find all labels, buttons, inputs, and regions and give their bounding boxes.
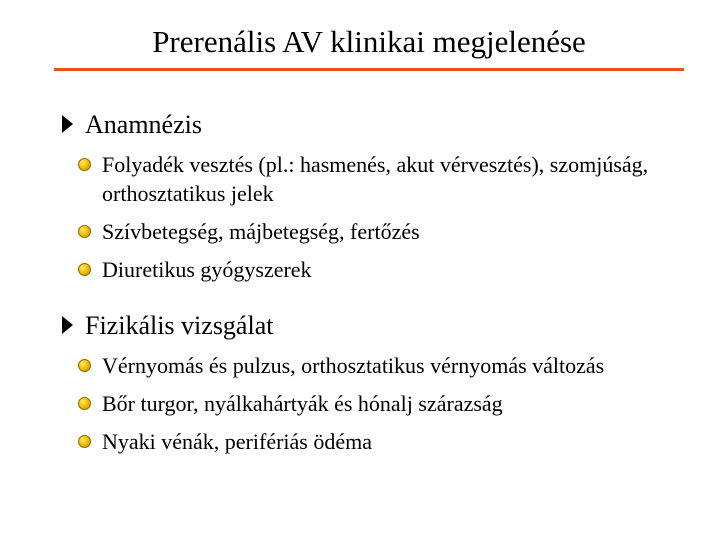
list-item-text: Bőr turgor, nyálkahártyák és hónalj szárazság xyxy=(102,391,503,416)
round-bullet-icon xyxy=(78,225,91,238)
section-heading-label: Anamnézis xyxy=(85,110,202,139)
round-bullet-icon xyxy=(78,397,91,410)
title-underline xyxy=(54,68,684,71)
bullet-list xyxy=(62,351,682,456)
triangle-bullet-icon xyxy=(62,115,73,133)
round-bullet-icon xyxy=(78,435,91,448)
triangle-bullet-icon xyxy=(62,316,73,334)
list-item-text: Diuretikus gyógyszerek xyxy=(102,257,312,282)
section-heading xyxy=(62,309,682,343)
round-bullet-icon xyxy=(78,158,91,171)
list-item xyxy=(78,351,682,380)
list-item-text: Folyadék vesztés (pl.: hasmenés, akut vérvesztés), szomjúság, orthosztatikus jelek xyxy=(102,152,649,206)
bullet-list xyxy=(62,150,682,284)
list-item-text: Vérnyomás és pulzus, orthosztatikus vérnyomás változás xyxy=(102,353,605,378)
section-fizikalis-vizsgalat xyxy=(62,309,682,456)
list-item xyxy=(78,389,682,418)
round-bullet-icon xyxy=(78,263,91,276)
section-anamnezis xyxy=(62,108,682,284)
list-item xyxy=(78,255,682,284)
slide-title: Prerenális AV klinikai megjelenése xyxy=(152,24,586,59)
list-item xyxy=(78,217,682,246)
round-bullet-icon xyxy=(78,359,91,372)
list-item xyxy=(78,427,682,456)
section-heading-label: Fizikális vizsgálat xyxy=(85,311,274,340)
list-item xyxy=(78,150,682,208)
section-heading xyxy=(62,108,682,142)
list-item-text: Szívbetegség, májbetegség, fertőzés xyxy=(102,219,420,244)
list-item-text: Nyaki vénák, perifériás ödéma xyxy=(102,429,372,454)
